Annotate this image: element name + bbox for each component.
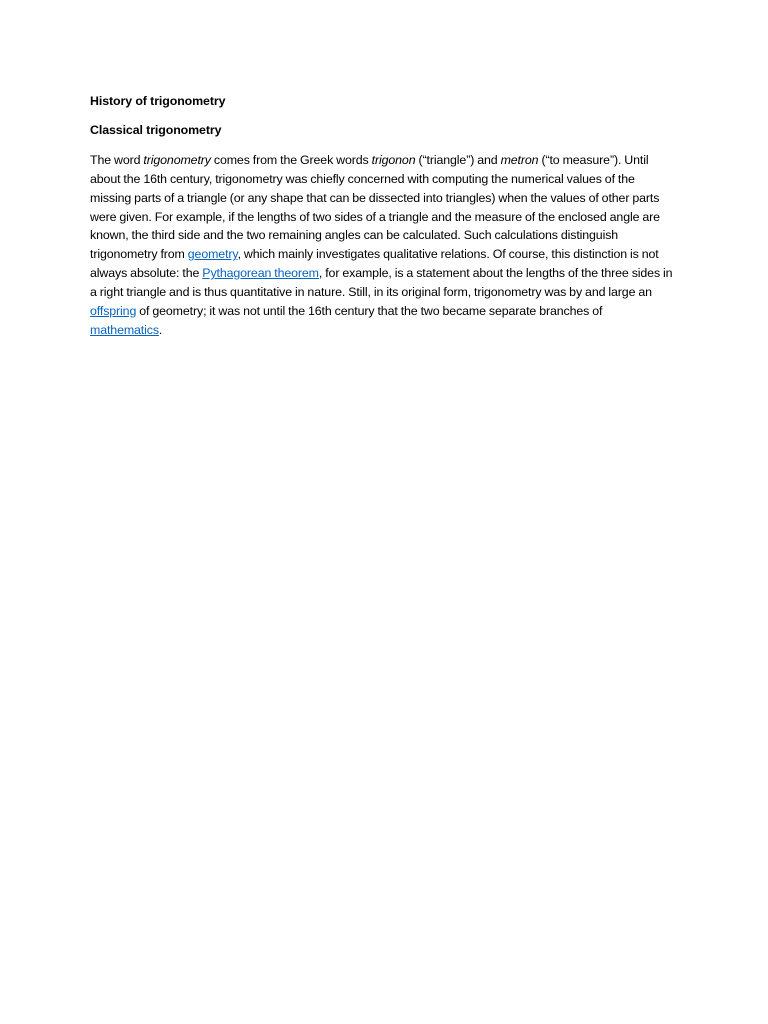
paragraph-text: , for example, is a statement about the lengths of the three sides in a right triangle and is thus quantitative in nature. Still, in its original form, trigonometry was by and large an: [90, 266, 673, 299]
term-trigonon: trigonon: [371, 153, 416, 167]
link-geometry[interactable]: geometry: [187, 247, 238, 262]
document-body: [90, 93, 674, 339]
link-offspring[interactable]: offspring: [90, 303, 137, 318]
section-heading: Classical trigonometry: [90, 123, 222, 137]
paragraph-text: of geometry; it was not until the 16th century that the two became separate branches of: [136, 303, 603, 318]
link-mathematics[interactable]: mathematics: [90, 322, 159, 337]
link-pythagorean-theorem[interactable]: Pythagorean theorem: [202, 266, 319, 281]
term-metron: metron: [500, 153, 539, 167]
document-title: History of trigonometry: [90, 94, 226, 108]
body-paragraph: [90, 151, 674, 339]
term-trigonometry: trigonometry: [143, 153, 211, 167]
paragraph-text: (“to measure”). Until about the 16th century, trigonometry was chiefly concerned with computing the numerical values of the missing parts of a triangle (or any shape that can be dissected into triangles) when the values of other parts were given. For example, if the lengths of two sides of a triangle and the measure of the enclosed angle are known, the third side and the two remaining angles can be calculated. Such calculations distinguish trigonometry from: [90, 153, 660, 262]
paragraph-text: The word: [90, 153, 144, 167]
paragraph-text: comes from the Greek words: [210, 153, 372, 167]
paragraph-text: (“triangle”) and: [415, 153, 501, 167]
paragraph-text: , which mainly investigates qualitative relations. Of course, this distinction is not always absolute: the: [90, 247, 659, 281]
paragraph-text: .: [158, 322, 163, 337]
